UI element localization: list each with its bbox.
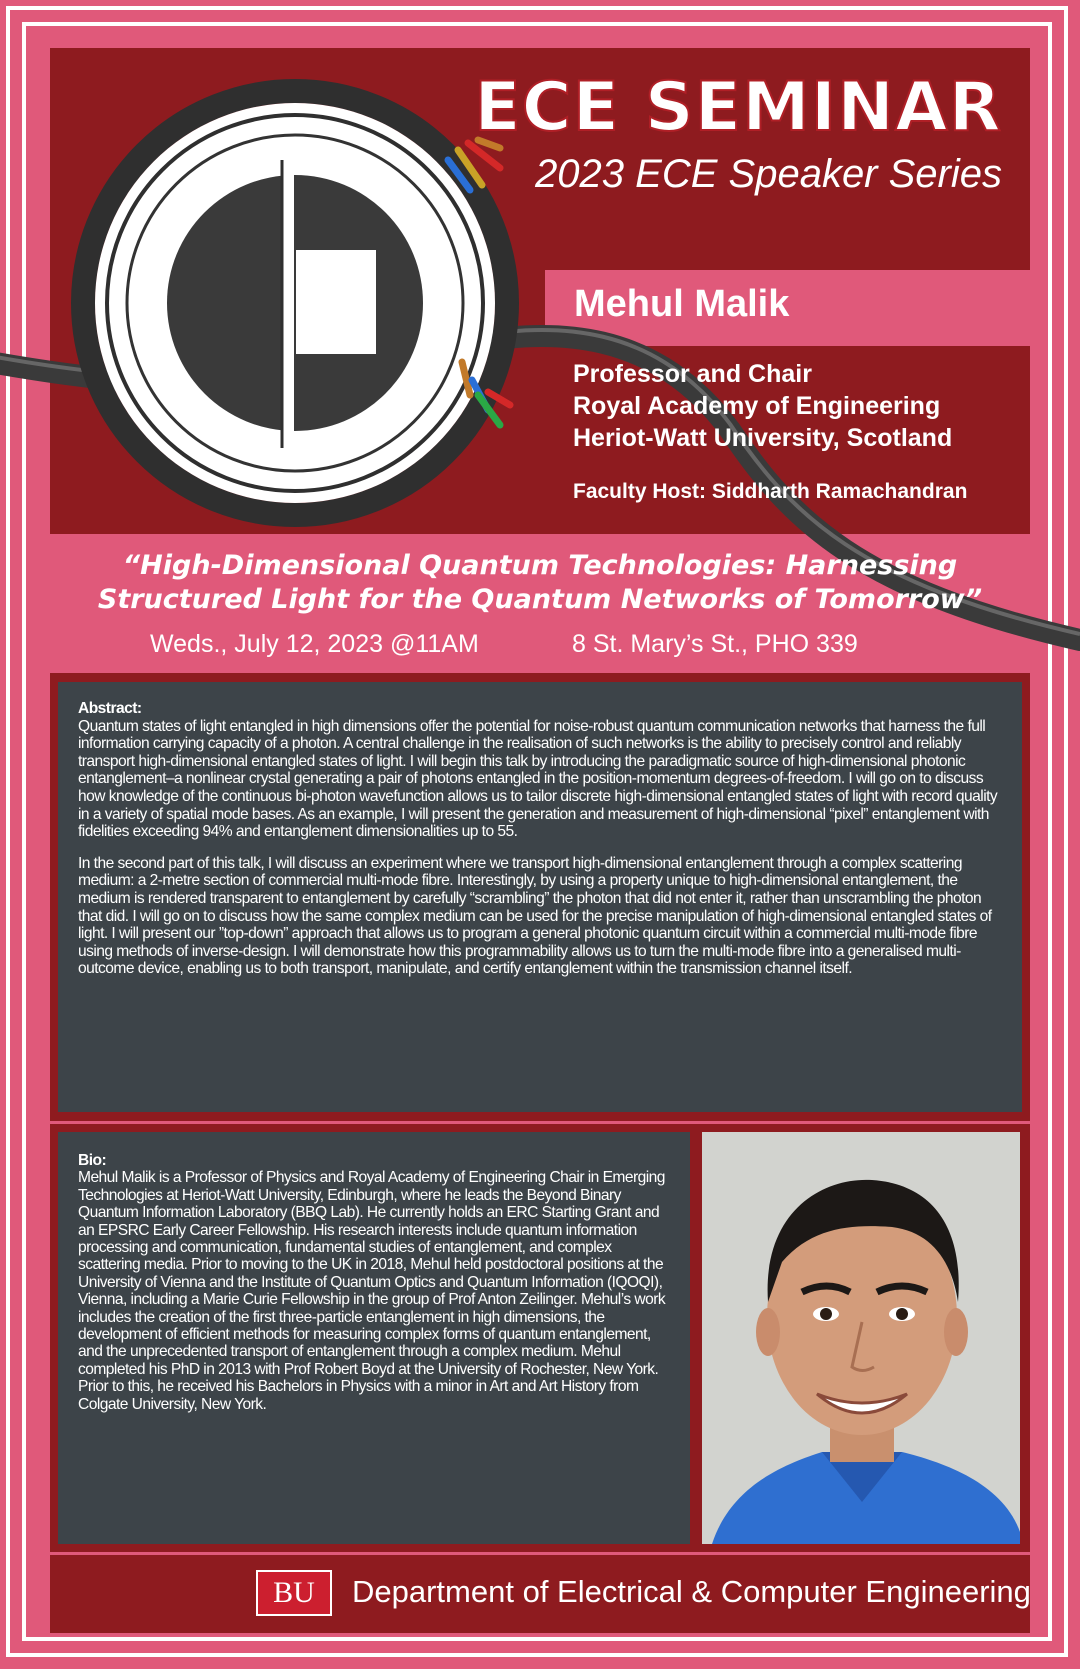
talk-title-line-1: “High-Dimensional Quantum Technologies: Harnessing xyxy=(122,550,958,581)
bio-content xyxy=(58,1132,690,1544)
bio-label: Bio: xyxy=(78,1152,107,1169)
abstract-paragraph-1: Quantum states of light entangled in high dimensions offer the potential for noise-robust quantum communication networks that harness the full information carrying capacity of a photon. A central challenge in the realisation of such networks is the ability to precisely control and reliably transport high-dimensional entangled states of light. I will begin this talk by introducing the paradigmatic source of high-dimensional photonic entanglement–a nonlinear crystal generating a pair of photons entangled in the position-momentum degrees-of-freedom. I will go on to discuss how knowledge of the continuous bi-photon wavefunction allows us to tailor discrete high-dimensional entangled states of light with record quality in a variety of spatial mode bases. As an example, I will present the generation and measurement of high-dimensional “pixel” entanglement with fidelities exceeding 94% and entanglement dimensionalities up to 55. xyxy=(78,717,998,841)
talk-title-line-2: Structured Light for the Quantum Networks of Tomorrow” xyxy=(97,584,983,615)
speaker-title: Professor and Chair xyxy=(573,360,812,388)
speaker-series: 2023 ECE Speaker Series xyxy=(535,152,1002,196)
event-location: 8 St. Mary’s St., PHO 339 xyxy=(572,630,858,658)
speaker-institution: Royal Academy of Engineering xyxy=(573,392,941,420)
bio-text: Mehul Malik is a Professor of Physics and Royal Academy of Engineering Chair in Emerging Technologies at Heriot-Watt University, Edinburgh, where he leads the Beyond Binary Quantum Information Laboratory (BBQ Lab). He currently holds an ERC Starting Grant and an EPSRC Early Career Fellowship. His research interests include quantum information processing and communication, fundamental studies of entanglement, and complex scattering media. Prior to moving to the UK in 2018, Mehul held postdoctoral positions at the University of Vienna and the Institute of Quantum Optics and Quantum Information (IQOQI), Vienna, including a Marie Curie Fellowship in the group of Prof Anton Zeilinger. Mehul’s work includes the creation of the first three-particle entanglement in high dimensions, the development of efficient methods for measuring complex forms of quantum entanglement, and the unprecedented transport of entanglement through a complex medium. Mehul completed his PhD in 2013 with Prof Robert Boyd at the University of Rochester, New York. Prior to this, he received his Bachelors in Physics with a minor in Art and Art History from Colgate University, New York. xyxy=(78,1169,666,1413)
seminar-title: ECE SEMINAR xyxy=(474,68,1002,147)
abstract-content xyxy=(58,682,1022,1112)
abstract-label: Abstract: xyxy=(78,700,142,717)
speaker-name: Mehul Malik xyxy=(574,283,790,325)
abstract-paragraph-2: In the second part of this talk, I will discuss an experiment where we transport high-dimensional entanglement through a complex scattering medium: a 2-metre section of commercial multi-mode fibre. Interestingly, by using a property unique to high-dimensional entanglement, the medium is rendered transparent to entanglement by carefully “scrambling” the photon that did not enter it, rather than unscrambling the photon that did. I will go on to discuss how the same complex medium can be used for the precise manipulation of high-dimensional entangled states of light. I will present our ”top-down” approach that allows us to program a general photonic quantum circuit within a commercial multi-mode fibre using methods of inverse-design. I will demonstrate how this programmability allows us to turn the multi-mode fibre into a generalised multi-outcome device, enabling us to both transport, manipulate, and certify entanglement within the transmission channel itself. xyxy=(78,854,992,978)
bu-logo: BU xyxy=(256,1570,332,1616)
speaker-photo xyxy=(702,1132,1020,1544)
department-name: Department of Electrical & Computer Engineering xyxy=(352,1574,1031,1609)
speaker-university: Heriot-Watt University, Scotland xyxy=(573,424,953,452)
faculty-host: Faculty Host: Siddharth Ramachandran xyxy=(573,480,968,503)
event-date: Weds., July 12, 2023 @11AM xyxy=(150,630,479,658)
